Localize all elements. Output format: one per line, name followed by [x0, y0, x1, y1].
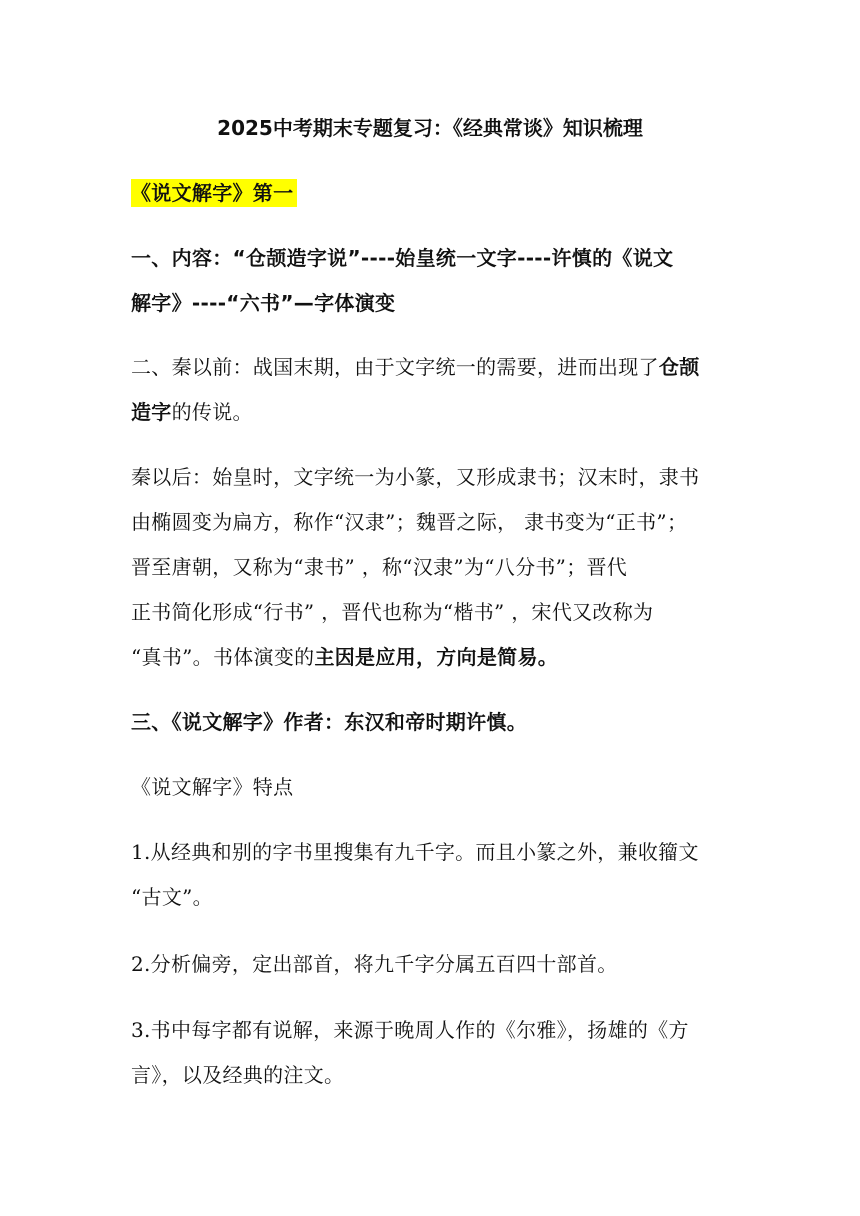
highlighted-heading: 《说文解字》第一	[131, 179, 297, 207]
feature-item-3-line-1: 3.书中每字都有说解，来源于晚周人作的《尔雅》，扬雄的《方	[131, 1018, 689, 1042]
author-paragraph: 三、《说文解字》作者：东汉和帝时期许慎。	[131, 710, 527, 734]
zaozi-bold: 造字	[131, 400, 172, 424]
after-qin-line-4: 正书简化形成“行书” ，晋代也称为“楷书” ，宋代又改称为	[131, 600, 654, 624]
after-qin-line-1: 秦以后：始皇时，文字统一为小篆，又形成隶书；汉末时，隶书	[131, 465, 700, 489]
content-paragraph	[131, 236, 731, 326]
cangjie-bold: 仓颉	[658, 355, 700, 379]
content-line-1: 一、内容：“仓颉造字说”----始皇统一文字----许慎的《说文	[131, 246, 674, 270]
before-qin-paragraph	[131, 345, 731, 435]
feature-item-3-line-2: 言》，以及经典的注文。	[131, 1063, 345, 1087]
feature-item-1-line-2: “古文”。	[131, 885, 213, 909]
feature-item-2: 2.分析偏旁，定出部首，将九千字分属五百四十部首。	[131, 952, 618, 976]
before-qin-line-2: 造字的传说。	[131, 400, 253, 424]
features-heading: 《说文解字》特点	[131, 775, 294, 799]
after-qin-line-5: “真书”。书体演变的主因是应用，方向是简易。	[131, 645, 559, 669]
feature-item-1-line-1: 1.从经典和别的字书里搜集有九千字。而且小篆之外，兼收籀文	[131, 840, 699, 864]
after-qin-line-3: 晋至唐朝，又称为“隶书” ，称“汉隶”为“八分书”；晋代	[131, 555, 628, 579]
main-cause-bold: 主因是应用，方向是简易。	[314, 645, 559, 669]
section-heading	[131, 171, 731, 216]
after-qin-line-2: 由椭圆变为扁方，称作“汉隶”；魏晋之际， 隶书变为“正书”；	[131, 510, 688, 534]
content-line-2: 解字》----“六书”—字体演变	[131, 291, 396, 315]
page-title: 2025中考期末专题复习：《经典常谈》知识梳理	[217, 116, 643, 140]
feature-item-1	[131, 830, 731, 920]
after-qin-paragraph	[131, 455, 731, 680]
before-qin-line-1: 二、秦以前：战国末期，由于文字统一的需要，进而出现了仓颉	[131, 355, 700, 379]
feature-item-3	[131, 1008, 731, 1098]
